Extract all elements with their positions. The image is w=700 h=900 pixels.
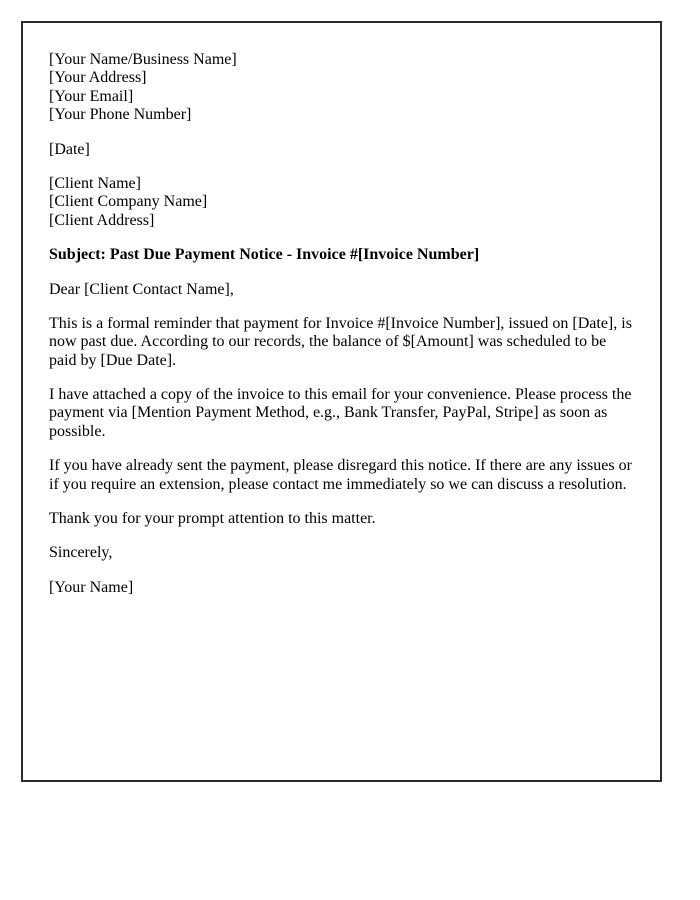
salutation: Dear [Client Contact Name],: [49, 280, 234, 298]
client-company-line: [Client Company Name]: [49, 193, 208, 211]
subject-line: Subject: Past Due Payment Notice - Invoice #[Invoice Number]: [49, 246, 480, 264]
body-paragraph-attachment: I have attached a copy of the invoice to this email for your convenience. Please process the payment via [Mention Payment Method, e.g., Bank Transfer, PayPal, Stripe] as soon as possible.: [49, 386, 632, 440]
recipient-block: [49, 175, 634, 230]
signature: [Your Name]: [49, 578, 134, 596]
closing: Sincerely,: [49, 544, 113, 562]
body-paragraph-reminder: This is a formal reminder that payment for Invoice #[Invoice Number], issued on [Date], is now past due. According to our records, the balance of $[Amount] was scheduled to be paid by [Due Date].: [49, 314, 632, 369]
date-line: [Date]: [49, 140, 90, 158]
body-paragraph-thanks: Thank you for your prompt attention to this matter.: [49, 510, 376, 528]
sender-address-line: [Your Address]: [49, 69, 147, 87]
client-name-line: [Client Name]: [49, 174, 141, 192]
sender-name-line: [Your Name/Business Name]: [49, 51, 237, 68]
sender-phone-line: [Your Phone Number]: [49, 106, 192, 124]
sender-email-line: [Your Email]: [49, 87, 134, 105]
body-paragraph-disregard: If you have already sent the payment, please disregard this notice. If there are any issues or if you require an extension, please contact me immediately so we can discuss a resolution.: [49, 457, 632, 493]
sender-block: [49, 51, 634, 125]
client-address-line: [Client Address]: [49, 211, 155, 229]
letter-document: [21, 21, 662, 782]
